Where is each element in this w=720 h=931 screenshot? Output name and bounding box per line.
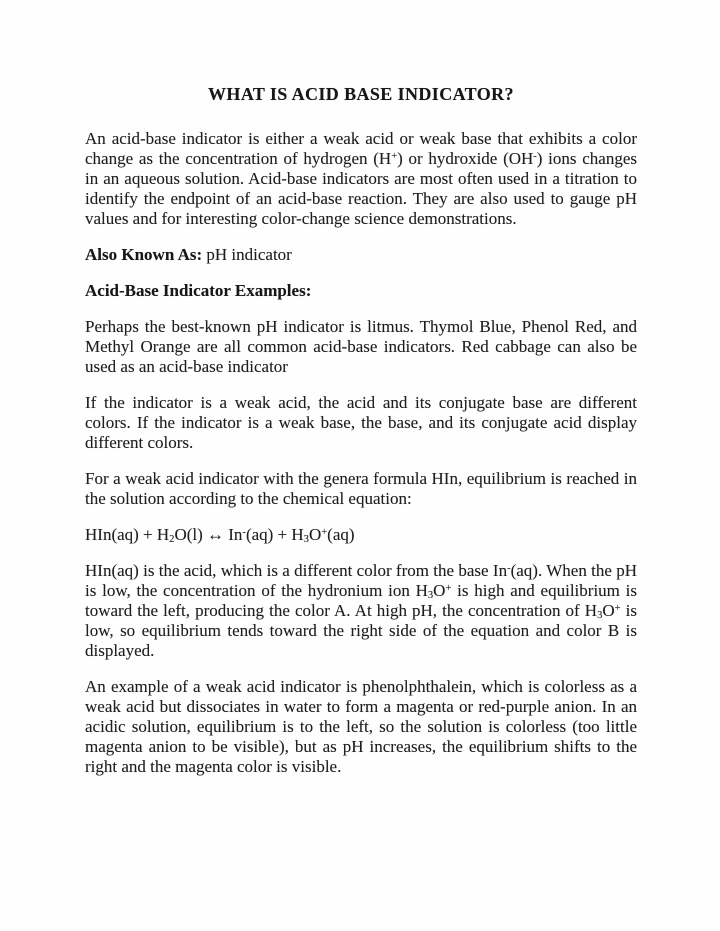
paragraph: HIn(aq) is the acid, which is a different color from the base In-(aq). When the pH is low, the concentration of the hydronium ion $H_3O^+$ is high and equilibrium is toward the left, producing the color A. At high pH, the concentration of $H_3O^+$ is low, so equilibrium tends toward the right side of the equation and color B is displayed. [85, 561, 638, 660]
paragraph: Also Known As: pH indicator [85, 245, 292, 264]
paragraph: For a weak acid indicator with the genera formula HIn, equilibrium is reached in the solution according to the chemical equation: [85, 469, 637, 508]
document-body [85, 129, 637, 777]
document-title: WHAT IS ACID BASE INDICATOR? [208, 84, 514, 104]
paragraph: If the indicator is a weak acid, the acid and its conjugate base are different colors. If the indicator is a weak base, the base, and its conjugate acid display different colors. [85, 393, 637, 452]
paragraph: Perhaps the best-known pH indicator is litmus. Thymol Blue, Phenol Red, and Methyl Orange are all common acid-base indicators. Red cabbage can also be used as an acid-base indicator [85, 317, 637, 376]
paragraph: An acid-base indicator is either a weak acid or weak base that exhibits a color change as the concentration of hydrogen (H+) or hydroxide (OH-) ions changes in an aqueous solution. Acid-base indicators are most often used in a titration to identify the endpoint of an acid-base reaction. They are also used to gauge pH values and for interesting color-change science demonstrations. [85, 129, 637, 228]
section-heading: Acid-Base Indicator Examples: [85, 281, 312, 300]
chemical-equation: $HIn(aq) + H_2O(l)$ ↔ $In^-(aq) + H_3O^+(aq)$ [85, 525, 355, 545]
paragraph: An example of a weak acid indicator is phenolphthalein, which is colorless as a weak acid but dissociates in water to form a magenta or red-purple anion. In an acidic solution, equilibrium is to the left, so the solution is colorless (too little magenta anion to be visible), but as pH increases, the equilibrium shifts to the right and the magenta color is visible. [85, 677, 637, 776]
